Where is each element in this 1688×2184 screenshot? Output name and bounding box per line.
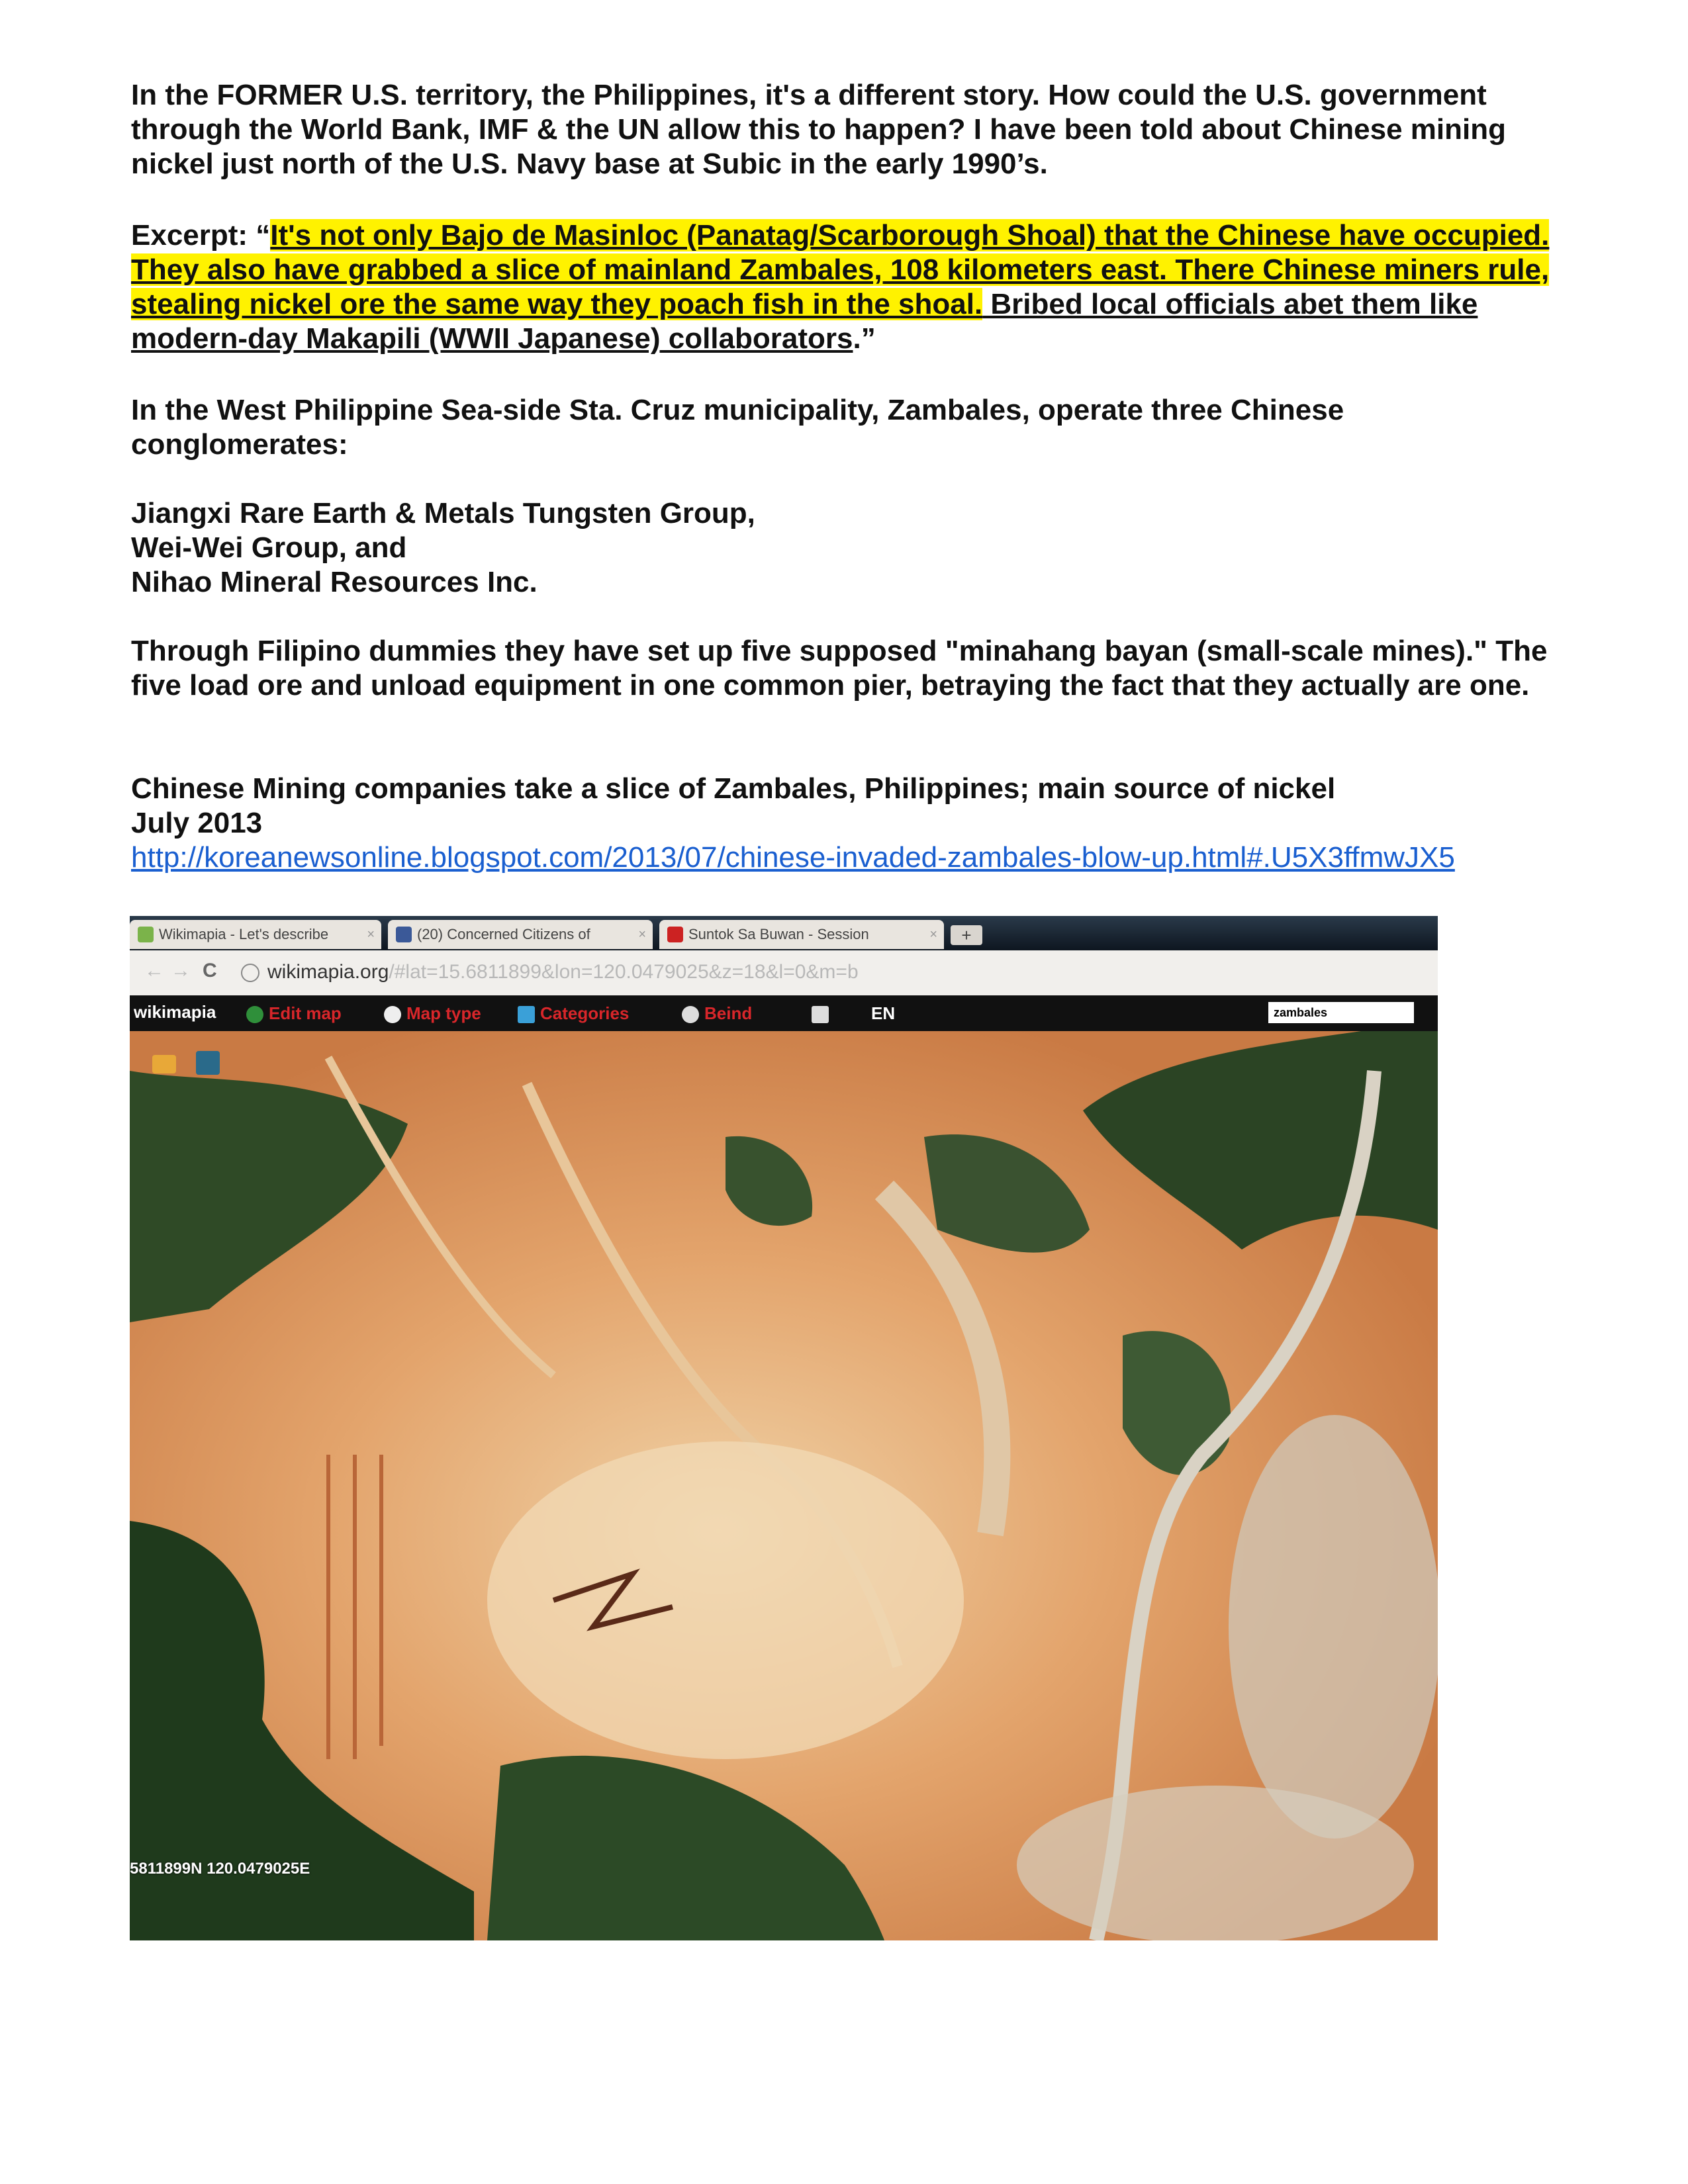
map-mode-button[interactable]	[196, 1051, 220, 1075]
close-icon[interactable]: ×	[929, 927, 937, 942]
url-host: wikimapia.org	[267, 961, 389, 983]
url-query: /#lat=15.6811899&lon=120.0479025&z=18&l=0&m=b	[389, 961, 859, 983]
excerpt-rest: Bribed local officials abet them like modern-day Makapili (WWII Japanese) collaborators	[131, 288, 1478, 355]
tab-suntok-sa-buwan[interactable]	[659, 920, 944, 949]
mail-icon	[812, 1006, 829, 1023]
company-list	[131, 496, 1554, 600]
wikimapia-screenshot	[130, 916, 1438, 1940]
excerpt-paragraph	[131, 218, 1554, 356]
source-block	[131, 772, 1554, 875]
browser-tab-bar	[130, 916, 1438, 950]
map-type-button[interactable]	[384, 1003, 481, 1024]
address-bar	[130, 950, 1438, 996]
conglomerates-paragraph: In the West Philippine Sea-side Sta. Cruz municipality, Zambales, operate three Chinese conglomerates:	[131, 394, 1344, 461]
toolbar-label: Edit map	[269, 1003, 342, 1023]
back-button[interactable]: ←	[144, 960, 164, 981]
company-item: Nihao Mineral Resources Inc.	[131, 566, 538, 598]
search-input[interactable]: zambales	[1268, 1002, 1414, 1023]
tab-label: (20) Concerned Citizens of	[417, 926, 590, 942]
wikimapia-toolbar	[130, 995, 1438, 1031]
messages-button[interactable]	[812, 1003, 834, 1024]
new-tab-button[interactable]: +	[951, 925, 982, 945]
company-item: Wei-Wei Group, and	[131, 531, 407, 564]
excerpt-highlight: It's not only Bajo de Masinloc (Panatag/Scarborough Shoal) that the Chinese have occupied. They also have grabbed a slice of mainland Zambales, 108 kilometers east. There Chinese miners rule, stealing nickel ore the same way they poach fish in the shoal.	[131, 219, 1550, 320]
close-icon[interactable]: ×	[638, 927, 646, 942]
wikimapia-favicon-icon	[138, 927, 154, 942]
user-button[interactable]	[682, 1003, 752, 1024]
source-date: July 2013	[131, 807, 263, 839]
source-link[interactable]: http://koreanewsonline.blogspot.com/2013/07/chinese-invaded-zambales-blow-up.html#.U5X3ffmwJX5	[131, 841, 1455, 874]
coordinate-readout: 5811899N 120.0479025E	[130, 1860, 310, 1878]
dummies-paragraph: Through Filipino dummies they have set up five supposed "minahang bayan (small-scale mines)." The five load ore and unload equipment in one common pier, betraying the fact that they actually are one.	[131, 635, 1548, 702]
quarry-floor	[1017, 1786, 1414, 1940]
satellite-map[interactable]	[130, 1031, 1438, 1940]
language-button[interactable]: EN	[871, 1003, 896, 1023]
user-icon	[682, 1006, 699, 1023]
reload-button[interactable]: C	[203, 960, 217, 981]
url-input[interactable]	[241, 957, 1406, 987]
map-layer-button[interactable]	[152, 1055, 176, 1073]
edit-map-button[interactable]	[246, 1003, 342, 1024]
categories-icon	[518, 1006, 535, 1023]
toolbar-label: Categories	[540, 1003, 630, 1023]
toolbar-label: Beind	[704, 1003, 753, 1023]
tab-label: Suntok Sa Buwan - Session	[688, 926, 869, 942]
forward-button[interactable]: →	[171, 960, 191, 981]
tab-label: Wikimapia - Let's describe	[159, 926, 329, 942]
page-icon	[241, 964, 259, 982]
tab-wikimapia[interactable]	[130, 920, 381, 949]
excerpt-label: Excerpt: “	[131, 219, 271, 251]
close-icon[interactable]: ×	[367, 927, 375, 942]
quarry-floor	[1229, 1415, 1438, 1839]
excerpt-end: .”	[853, 322, 876, 355]
tab-concerned-citizens[interactable]	[388, 920, 653, 949]
compass-icon	[384, 1006, 401, 1023]
wikimapia-logo: wikimapia	[134, 1002, 216, 1022]
youtube-icon	[667, 927, 683, 942]
intro-paragraph: In the FORMER U.S. territory, the Philippines, it's a different story. How could the U.S. government through the World Bank, IMF & the UN allow this to happen? I have been told about Chinese mining nickel just north of the U.S. Navy base at Subic in the early 1990’s.	[131, 79, 1507, 180]
facebook-icon	[396, 927, 412, 942]
globe-icon	[246, 1006, 263, 1023]
company-item: Jiangxi Rare Earth & Metals Tungsten Group,	[131, 497, 755, 529]
toolbar-label: Map type	[406, 1003, 481, 1023]
source-title: Chinese Mining companies take a slice of Zambales, Philippines; main source of nickel	[131, 772, 1336, 805]
categories-button[interactable]	[518, 1003, 629, 1024]
